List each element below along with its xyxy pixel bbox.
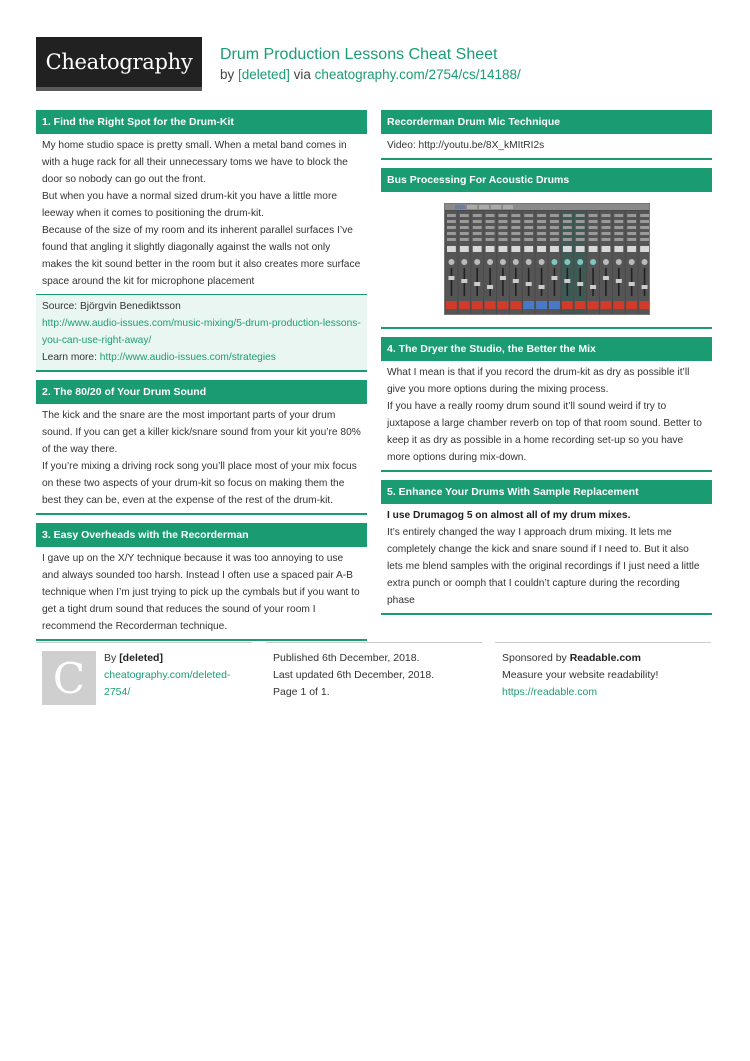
mixer-illustration	[445, 204, 650, 315]
mixer-screenshot-image	[444, 203, 650, 315]
right-column	[381, 110, 712, 623]
learn-more	[42, 349, 361, 366]
section-text	[36, 134, 367, 294]
author-link[interactable]: [deleted]	[238, 67, 290, 82]
section-title: Recorderman Drum Mic Technique	[381, 110, 712, 134]
section-title: Bus Processing For Acoustic Drums	[381, 168, 712, 192]
mixer-wrap	[381, 192, 712, 327]
page-count: Page 1 of 1.	[273, 686, 330, 698]
section-source	[36, 294, 367, 370]
section-title: 3. Easy Overheads with the Recorderman	[36, 523, 367, 547]
avatar-letter: C	[52, 653, 86, 703]
video-text: Video: http://youtu.be/8X_kMItRI2s	[387, 140, 545, 151]
section-body	[36, 547, 367, 641]
footer-sponsor	[502, 650, 712, 701]
section-text	[381, 361, 712, 470]
section-text	[381, 504, 712, 613]
byline-via: via	[293, 67, 311, 82]
page-title: Drum Production Lessons Cheat Sheet	[220, 46, 498, 63]
sponsor-name: Readable.com	[569, 652, 641, 664]
section-body	[381, 192, 712, 329]
section-title: 1. Find the Right Spot for the Drum-Kit	[36, 110, 367, 134]
section-recorderman	[381, 110, 712, 160]
paragraph: My home studio space is pretty small. When a metal band comes in with a huge rack for all their unnecessary toms we have to block the door so nobody can go out the front.	[42, 140, 348, 185]
section-dryer-studio	[381, 337, 712, 472]
section-title: 4. The Dryer the Studio, the Better the Mix	[381, 337, 712, 361]
footer-author-name: [deleted]	[119, 652, 163, 664]
sponsor-prefix: Sponsored by	[502, 652, 567, 664]
section-80-20	[36, 380, 367, 515]
footer-divider	[266, 642, 482, 643]
section-body	[381, 134, 712, 160]
footer-divider	[36, 642, 252, 643]
footer-by-line	[104, 650, 254, 667]
paragraph: Because of the size of my room and its inherent parallel surfaces I’ve found that angling it slightly diagonally against the walls not only makes the kit sound better in the room but it also creates more surface space around the kit for microphone placement	[42, 225, 361, 287]
paragraph: But when you have a normal sized drum-kit you have a little more leeway when it comes to positioning the drum-kit.	[42, 191, 338, 219]
cheatography-logo[interactable]	[36, 37, 202, 91]
section-title: 2. The 80/20 of Your Drum Sound	[36, 380, 367, 404]
byline-by: by	[220, 67, 235, 82]
section-title: 5. Enhance Your Drums With Sample Replacement	[381, 480, 712, 504]
section-right-spot	[36, 110, 367, 372]
footer-divider	[495, 642, 711, 643]
source-link[interactable]: http://www.audio-issues.com/music-mixing/5-drum-production-lessons-you-can-use-right-away/	[42, 318, 361, 346]
learn-more-label: Learn more:	[42, 352, 97, 363]
sheet-url-link[interactable]: cheatography.com/2754/cs/14188/	[314, 67, 521, 82]
footer-author-link-cont[interactable]: 2754/	[104, 686, 131, 698]
left-column	[36, 110, 367, 649]
section-text	[36, 547, 367, 639]
section-bus-processing	[381, 168, 712, 329]
paragraph: What I mean is that if you record the drum-kit as dry as possible it’ll give you more options during the mixing process.	[387, 367, 690, 395]
footer-author-link[interactable]: cheatography.com/deleted-	[104, 669, 231, 681]
logo-text: Cheatography	[45, 50, 193, 74]
sponsor-link[interactable]: https://readable.com	[502, 686, 598, 698]
sponsor-tagline: Measure your website readability!	[502, 669, 659, 681]
updated-date: Last updated 6th December, 2018.	[273, 669, 435, 681]
footer-author	[104, 650, 254, 701]
byline	[220, 67, 521, 82]
section-overheads	[36, 523, 367, 641]
footer-by-label: By	[104, 652, 117, 664]
source-label: Source: Björgvin Benediktsson	[42, 301, 181, 312]
section-body	[36, 404, 367, 515]
published-date: Published 6th December, 2018.	[273, 652, 420, 664]
section-body	[381, 504, 712, 615]
footer-dates	[273, 650, 483, 701]
paragraph: If you’re mixing a driving rock song you’ll place most of your mix focus on these two aspects of your drum-kit so focus on making them the best they can be, even at the expense of the rest of the drum-kit.	[42, 461, 357, 506]
learn-more-link[interactable]: http://www.audio-issues.com/strategies	[99, 352, 276, 363]
section-sample-replacement	[381, 480, 712, 615]
lead-text: I use Drumagog 5 on almost all of my drum mixes.	[387, 510, 631, 521]
sponsor-line	[502, 650, 712, 667]
section-body	[381, 361, 712, 472]
section-body	[36, 134, 367, 372]
section-text	[36, 404, 367, 513]
paragraph: The kick and the snare are the most important parts of your drum sound. If you can get a killer kick/snare sound from your kit you’re 80% of the way there.	[42, 410, 361, 455]
paragraph: If you have a really roomy drum sound it’ll sound weird if try to juxtapose a large chamber reverb on top of that room sound. Better to keep it as dry as possible in a home recording set-up so you have more options during mix-down.	[387, 401, 702, 463]
paragraph: It’s entirely changed the way I approach drum mixing. It lets me completely change the kick and snare sound if I need to. But it also lets me blend samples with the original recordings if I just need a little extra punch or oomph that I couldn’t capture during the recording phase	[387, 527, 700, 606]
author-avatar[interactable]	[42, 651, 96, 705]
paragraph: I gave up on the X/Y technique because it was too annoying to use and always sounded too harsh. Instead I often use a spaced pair A-B technique when I’m just trying to pick up the cymbals but if you want to get a tight drum sound that reduces the sound of your room I recommend the Recorderman technique.	[42, 553, 360, 632]
